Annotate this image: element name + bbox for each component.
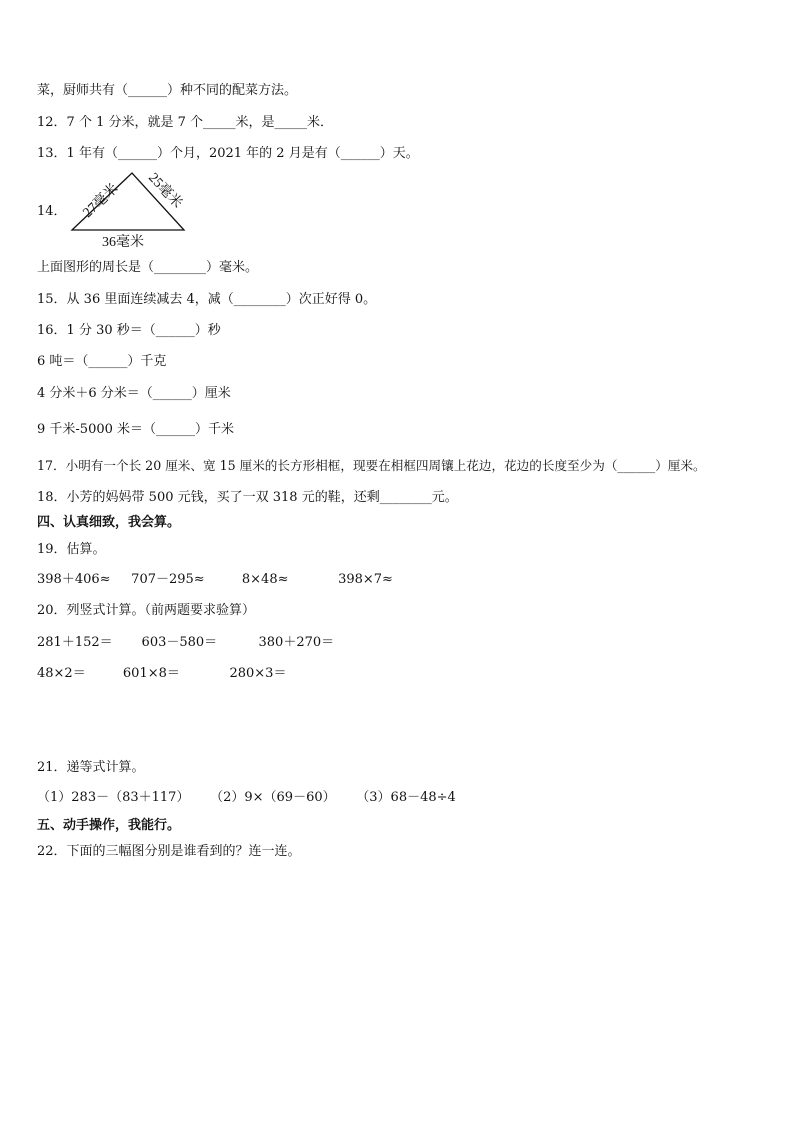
triangle-figure <box>66 168 188 248</box>
question-16-a: 16．1 分 30 秒＝（______）秒 <box>37 323 221 338</box>
question-17: 17．小明有一个长 20 厘米、宽 15 厘米的长方形相框，现要在相框四周镶上花边，花边的长度至少为（______）厘米。 <box>37 458 706 473</box>
question-14-number: 14． <box>37 204 67 219</box>
section-5-heading: 五、动手操作，我能行。 <box>37 818 181 833</box>
question-20-row-2: 48×2＝ 601×8＝ 280×3＝ <box>37 666 287 681</box>
question-19-items: 398＋406≈ 707－295≈ 8×48≈ 398×7≈ <box>37 572 393 587</box>
question-12: 12．7 个 1 分米，就是 7 个_____米，是_____米． <box>37 115 334 130</box>
question-16-b: 6 吨＝（______）千克 <box>37 354 167 369</box>
question-13: 13．1 年有（______）个月，2021 年的 2 月是有（______）天。 <box>37 146 419 161</box>
question-16-c: 4 分米＋6 分米＝（______）厘米 <box>37 386 231 401</box>
question-19: 19．估算。 <box>37 542 106 557</box>
question-16-d: 9 千米-5000 米＝（______）千米 <box>37 422 235 437</box>
question-21: 21．递等式计算。 <box>37 760 145 775</box>
question-22: 22．下面的三幅图分别是谁看到的？连一连。 <box>37 844 301 859</box>
question-20-row-1: 281＋152＝ 603－580＝ 380＋270＝ <box>37 635 335 650</box>
question-14-text: 上面图形的周长是（________）毫米。 <box>37 260 259 275</box>
question-21-items: （1）283－（83＋117） （2）9×（69－60） （3）68－48÷4 <box>37 790 456 805</box>
line-q11-tail: 菜，厨师共有（______）种不同的配菜方法。 <box>37 83 298 98</box>
question-20: 20．列竖式计算。（前两题要求验算） <box>37 603 256 618</box>
question-15: 15．从 36 里面连续减去 4，减（________）次正好得 0。 <box>37 292 377 307</box>
triangle-base-label: 36毫米 <box>102 235 144 248</box>
triangle-right-side-label: 25毫米 <box>145 170 185 212</box>
section-4-heading: 四、认真细致，我会算。 <box>37 515 181 530</box>
question-18: 18．小芳的妈妈带 500 元钱，买了一双 318 元的鞋，还剩________元。 <box>37 490 458 505</box>
triangle-left-side-label: 27毫米 <box>80 181 122 221</box>
